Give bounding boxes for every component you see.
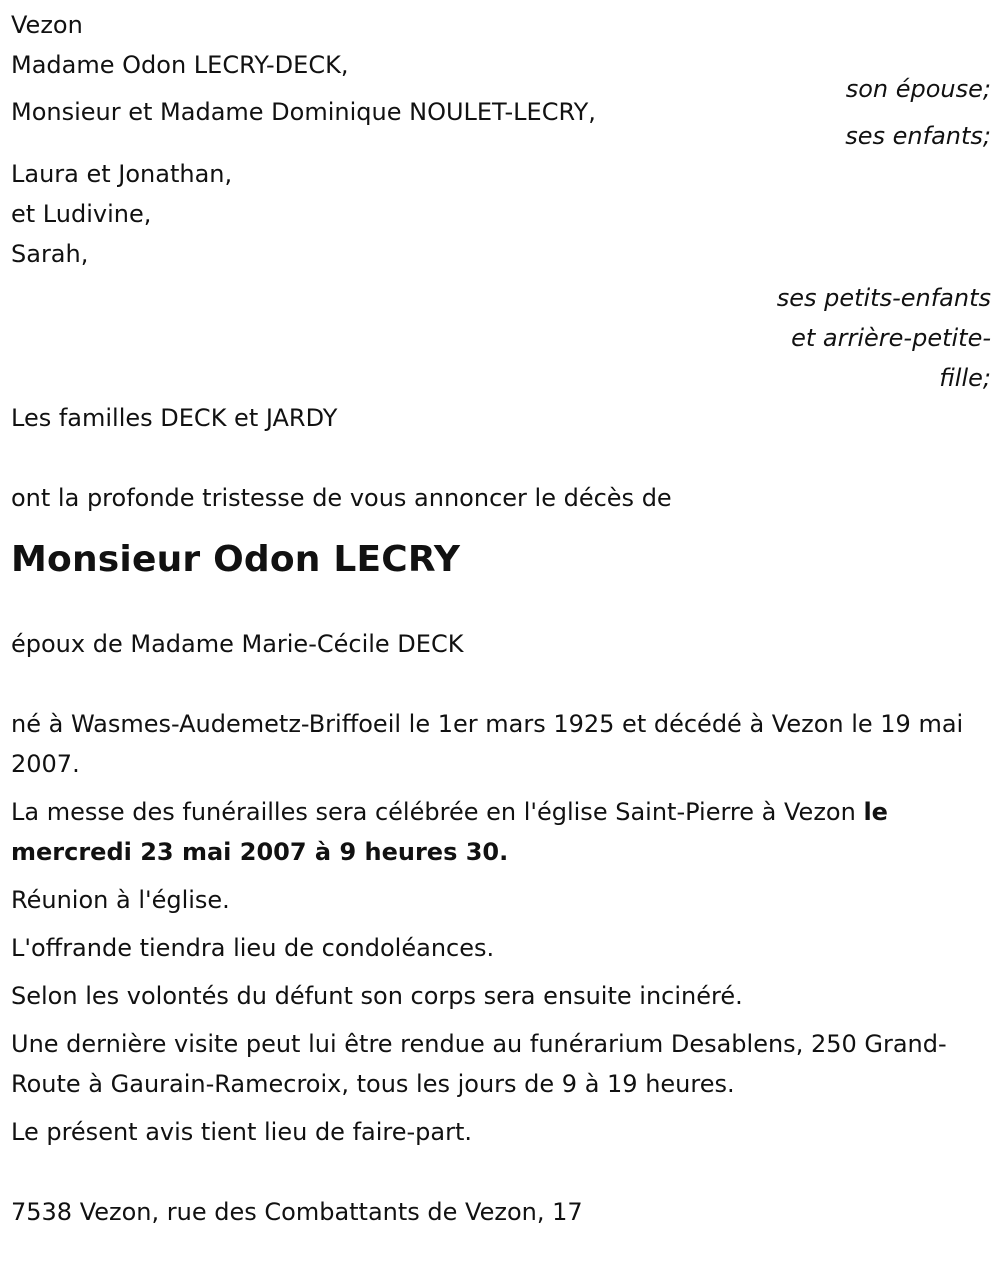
deceased-name: Monsieur Odon LECRY xyxy=(11,539,461,580)
funeral-paragraph xyxy=(11,792,991,872)
grandchild-line-2: et Ludivine, xyxy=(11,200,152,228)
spouse-of-line: époux de Madame Marie-Cécile DECK xyxy=(11,630,464,658)
grandchild-line-1: Laura et Jonathan, xyxy=(11,160,233,188)
funeral-text: La messe des funérailles sera célébrée en l'église Saint-Pierre à Vezon xyxy=(11,798,864,826)
faire-part-text: Le présent avis tient lieu de faire-part. xyxy=(11,1118,473,1146)
grandchild-line-3: Sarah, xyxy=(11,240,89,268)
children-name: Monsieur et Madame Dominique NOULET-LECRY, xyxy=(11,98,596,126)
grandchildren-role-2: et arrière-petite- xyxy=(791,324,991,352)
birth-death-text: né à Wasmes-Audemetz-Briffoeil le 1er mars 1925 et décédé à Vezon le 19 mai 2007. xyxy=(11,710,964,778)
meeting-text: Réunion à l'église. xyxy=(11,886,230,914)
grandchildren-role-3: fille; xyxy=(939,364,991,392)
spouse-name: Madame Odon LECRY-DECK, xyxy=(11,51,349,79)
visit-text: Une dernière visite peut lui être rendue au funérarium Desablens, 250 Grand-Route à Gaurain-Ramecroix, tous les jours de 9 à 19 heures. xyxy=(11,1030,947,1098)
grandchildren-role-1: ses petits-enfants xyxy=(776,284,991,312)
announcement-line: ont la profonde tristesse de vous annoncer le décès de xyxy=(11,484,672,512)
funeral-date: le mercredi 23 mai 2007 à 9 heures 30. xyxy=(11,798,888,866)
spouse-role: son épouse; xyxy=(845,75,991,103)
obituary-notice xyxy=(11,5,991,1232)
families-line: Les familles DECK et JARDY xyxy=(11,404,338,432)
cremation-text: Selon les volontés du défunt son corps sera ensuite incinéré. xyxy=(11,982,743,1010)
children-role: ses enfants; xyxy=(845,122,991,150)
offering-text: L'offrande tiendra lieu de condoléances. xyxy=(11,934,495,962)
place-line: Vezon xyxy=(11,11,83,39)
address-line: 7538 Vezon, rue des Combattants de Vezon, 17 xyxy=(11,1198,583,1226)
